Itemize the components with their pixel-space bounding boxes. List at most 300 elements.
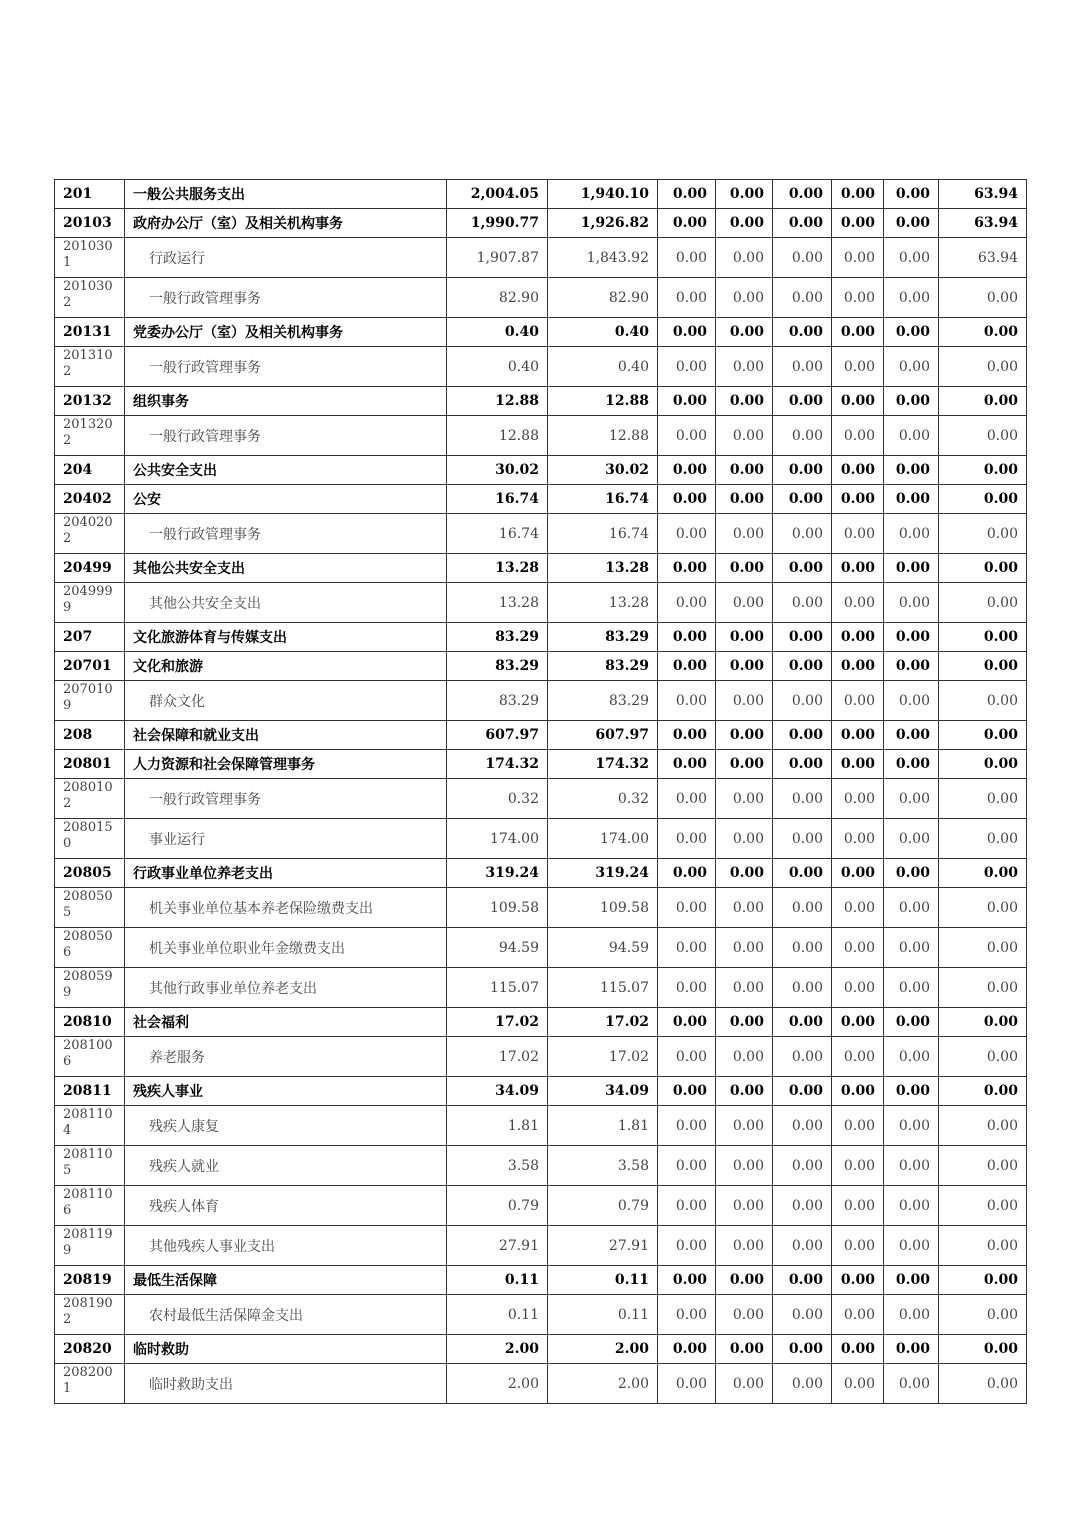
amount-cell: 0.00 bbox=[658, 750, 716, 779]
subject-code-cell: 2081902 bbox=[55, 1295, 125, 1335]
amount-cell: 0.00 bbox=[773, 387, 832, 416]
amount-cell: 0.00 bbox=[773, 721, 832, 750]
subject-code-cell: 20811 bbox=[55, 1077, 125, 1106]
subject-code-cell: 2010302 bbox=[55, 278, 125, 318]
subject-code-cell: 2080599 bbox=[55, 968, 125, 1008]
amount-cell: 0.00 bbox=[939, 1266, 1027, 1295]
amount-cell: 0.32 bbox=[548, 779, 658, 819]
amount-cell: 0.00 bbox=[716, 1295, 773, 1335]
amount-cell: 0.00 bbox=[832, 721, 884, 750]
table-row bbox=[55, 514, 1027, 554]
amount-cell: 0.00 bbox=[832, 1077, 884, 1106]
amount-cell: 0.00 bbox=[658, 387, 716, 416]
amount-cell: 94.59 bbox=[548, 928, 658, 968]
subject-code-cell: 2082001 bbox=[55, 1364, 125, 1404]
amount-cell: 0.00 bbox=[773, 1077, 832, 1106]
amount-cell: 94.59 bbox=[447, 928, 548, 968]
amount-cell: 0.00 bbox=[716, 859, 773, 888]
subject-code-cell: 207 bbox=[55, 623, 125, 652]
amount-cell: 0.00 bbox=[832, 456, 884, 485]
amount-cell: 82.90 bbox=[447, 278, 548, 318]
amount-cell: 12.88 bbox=[447, 416, 548, 456]
amount-cell: 0.00 bbox=[884, 1364, 939, 1404]
amount-cell: 63.94 bbox=[939, 238, 1027, 278]
amount-cell: 2.00 bbox=[548, 1364, 658, 1404]
table-row bbox=[55, 1266, 1027, 1295]
amount-cell: 0.40 bbox=[447, 318, 548, 347]
subject-name-cell: 最低生活保障 bbox=[125, 1266, 447, 1295]
amount-cell: 0.00 bbox=[884, 387, 939, 416]
amount-cell: 0.00 bbox=[716, 721, 773, 750]
amount-cell: 0.00 bbox=[658, 681, 716, 721]
subject-name-cell: 养老服务 bbox=[125, 1037, 447, 1077]
amount-cell: 17.02 bbox=[447, 1008, 548, 1037]
amount-cell: 0.00 bbox=[773, 1146, 832, 1186]
subject-name-cell: 事业运行 bbox=[125, 819, 447, 859]
subject-name-cell: 残疾人事业 bbox=[125, 1077, 447, 1106]
amount-cell: 0.00 bbox=[658, 1186, 716, 1226]
amount-cell: 0.00 bbox=[939, 1077, 1027, 1106]
amount-cell: 0.00 bbox=[658, 1295, 716, 1335]
subject-code-cell: 20499 bbox=[55, 554, 125, 583]
amount-cell: 0.00 bbox=[939, 1037, 1027, 1077]
subject-code-cell: 20402 bbox=[55, 485, 125, 514]
amount-cell: 0.00 bbox=[716, 209, 773, 238]
amount-cell: 0.00 bbox=[832, 1335, 884, 1364]
amount-cell: 0.00 bbox=[658, 1335, 716, 1364]
amount-cell: 0.00 bbox=[773, 1106, 832, 1146]
subject-name-cell: 一般行政管理事务 bbox=[125, 779, 447, 819]
amount-cell: 0.00 bbox=[658, 1226, 716, 1266]
amount-cell: 0.00 bbox=[773, 750, 832, 779]
subject-name-cell: 文化和旅游 bbox=[125, 652, 447, 681]
subject-name-cell: 组织事务 bbox=[125, 387, 447, 416]
amount-cell: 174.00 bbox=[548, 819, 658, 859]
table-row bbox=[55, 928, 1027, 968]
amount-cell: 0.00 bbox=[716, 623, 773, 652]
amount-cell: 0.00 bbox=[658, 968, 716, 1008]
table-row bbox=[55, 1146, 1027, 1186]
amount-cell: 0.00 bbox=[884, 968, 939, 1008]
amount-cell: 16.74 bbox=[548, 514, 658, 554]
subject-name-cell: 社会福利 bbox=[125, 1008, 447, 1037]
subject-name-cell: 残疾人康复 bbox=[125, 1106, 447, 1146]
table-row bbox=[55, 779, 1027, 819]
amount-cell: 607.97 bbox=[548, 721, 658, 750]
subject-code-cell: 20819 bbox=[55, 1266, 125, 1295]
amount-cell: 0.00 bbox=[716, 583, 773, 623]
amount-cell: 0.00 bbox=[716, 1037, 773, 1077]
amount-cell: 0.00 bbox=[884, 238, 939, 278]
amount-cell: 0.79 bbox=[447, 1186, 548, 1226]
amount-cell: 0.00 bbox=[773, 238, 832, 278]
amount-cell: 0.00 bbox=[716, 681, 773, 721]
amount-cell: 16.74 bbox=[548, 485, 658, 514]
amount-cell: 0.00 bbox=[773, 456, 832, 485]
amount-cell: 607.97 bbox=[447, 721, 548, 750]
subject-code-cell: 20103 bbox=[55, 209, 125, 238]
subject-code-cell: 20701 bbox=[55, 652, 125, 681]
amount-cell: 0.00 bbox=[832, 1226, 884, 1266]
amount-cell: 174.32 bbox=[447, 750, 548, 779]
amount-cell: 13.28 bbox=[548, 583, 658, 623]
amount-cell: 109.58 bbox=[548, 888, 658, 928]
amount-cell: 2.00 bbox=[548, 1335, 658, 1364]
amount-cell: 2.00 bbox=[447, 1335, 548, 1364]
amount-cell: 27.91 bbox=[447, 1226, 548, 1266]
amount-cell: 0.00 bbox=[773, 928, 832, 968]
amount-cell: 2,004.05 bbox=[447, 180, 548, 209]
amount-cell: 0.00 bbox=[832, 750, 884, 779]
amount-cell: 0.00 bbox=[773, 318, 832, 347]
table-body bbox=[55, 180, 1027, 1404]
subject-name-cell: 其他公共安全支出 bbox=[125, 583, 447, 623]
amount-cell: 0.00 bbox=[832, 1008, 884, 1037]
amount-cell: 0.00 bbox=[832, 968, 884, 1008]
subject-code-cell: 2081106 bbox=[55, 1186, 125, 1226]
subject-name-cell: 其他行政事业单位养老支出 bbox=[125, 968, 447, 1008]
table-row bbox=[55, 180, 1027, 209]
subject-name-cell: 一般行政管理事务 bbox=[125, 416, 447, 456]
amount-cell: 0.00 bbox=[716, 347, 773, 387]
amount-cell: 0.00 bbox=[832, 928, 884, 968]
subject-code-cell: 201 bbox=[55, 180, 125, 209]
subject-code-cell: 2080150 bbox=[55, 819, 125, 859]
amount-cell: 0.00 bbox=[939, 583, 1027, 623]
amount-cell: 0.00 bbox=[658, 721, 716, 750]
amount-cell: 0.00 bbox=[832, 238, 884, 278]
subject-name-cell: 一般行政管理事务 bbox=[125, 278, 447, 318]
amount-cell: 0.00 bbox=[939, 1335, 1027, 1364]
amount-cell: 63.94 bbox=[939, 180, 1027, 209]
amount-cell: 0.00 bbox=[939, 859, 1027, 888]
amount-cell: 30.02 bbox=[548, 456, 658, 485]
amount-cell: 0.00 bbox=[773, 819, 832, 859]
amount-cell: 0.00 bbox=[832, 779, 884, 819]
subject-code-cell: 20805 bbox=[55, 859, 125, 888]
amount-cell: 0.00 bbox=[716, 1077, 773, 1106]
amount-cell: 0.00 bbox=[773, 888, 832, 928]
amount-cell: 0.00 bbox=[773, 1335, 832, 1364]
amount-cell: 0.00 bbox=[832, 347, 884, 387]
amount-cell: 3.58 bbox=[447, 1146, 548, 1186]
amount-cell: 3.58 bbox=[548, 1146, 658, 1186]
amount-cell: 0.00 bbox=[716, 1008, 773, 1037]
amount-cell: 17.02 bbox=[548, 1037, 658, 1077]
amount-cell: 0.00 bbox=[832, 1146, 884, 1186]
table-row bbox=[55, 347, 1027, 387]
amount-cell: 0.00 bbox=[658, 652, 716, 681]
amount-cell: 1,843.92 bbox=[548, 238, 658, 278]
amount-cell: 0.00 bbox=[884, 681, 939, 721]
subject-name-cell: 一般行政管理事务 bbox=[125, 514, 447, 554]
amount-cell: 0.00 bbox=[658, 318, 716, 347]
amount-cell: 0.00 bbox=[773, 1226, 832, 1266]
amount-cell: 0.00 bbox=[884, 819, 939, 859]
amount-cell: 0.00 bbox=[716, 238, 773, 278]
amount-cell: 0.00 bbox=[716, 514, 773, 554]
table-row bbox=[55, 485, 1027, 514]
amount-cell: 17.02 bbox=[548, 1008, 658, 1037]
table-row bbox=[55, 1186, 1027, 1226]
amount-cell: 0.00 bbox=[658, 583, 716, 623]
amount-cell: 0.00 bbox=[716, 318, 773, 347]
amount-cell: 0.00 bbox=[884, 485, 939, 514]
amount-cell: 0.00 bbox=[716, 1266, 773, 1295]
amount-cell: 1,907.87 bbox=[447, 238, 548, 278]
amount-cell: 0.00 bbox=[773, 416, 832, 456]
amount-cell: 0.00 bbox=[773, 968, 832, 1008]
amount-cell: 0.00 bbox=[884, 623, 939, 652]
amount-cell: 0.00 bbox=[716, 278, 773, 318]
amount-cell: 0.00 bbox=[832, 387, 884, 416]
subject-name-cell: 一般行政管理事务 bbox=[125, 347, 447, 387]
amount-cell: 0.00 bbox=[939, 514, 1027, 554]
amount-cell: 34.09 bbox=[548, 1077, 658, 1106]
table-row bbox=[55, 1295, 1027, 1335]
table-row bbox=[55, 888, 1027, 928]
subject-name-cell: 政府办公厅（室）及相关机构事务 bbox=[125, 209, 447, 238]
amount-cell: 0.00 bbox=[884, 554, 939, 583]
amount-cell: 0.00 bbox=[884, 278, 939, 318]
amount-cell: 0.00 bbox=[939, 1146, 1027, 1186]
amount-cell: 34.09 bbox=[447, 1077, 548, 1106]
amount-cell: 0.00 bbox=[939, 1295, 1027, 1335]
subject-code-cell: 2080506 bbox=[55, 928, 125, 968]
amount-cell: 0.00 bbox=[939, 1008, 1027, 1037]
amount-cell: 0.00 bbox=[773, 1008, 832, 1037]
amount-cell: 0.00 bbox=[939, 318, 1027, 347]
subject-name-cell: 一般公共服务支出 bbox=[125, 180, 447, 209]
amount-cell: 0.00 bbox=[939, 1364, 1027, 1404]
subject-code-cell: 2081006 bbox=[55, 1037, 125, 1077]
amount-cell: 0.00 bbox=[832, 180, 884, 209]
amount-cell: 83.29 bbox=[548, 652, 658, 681]
amount-cell: 1,926.82 bbox=[548, 209, 658, 238]
subject-name-cell: 农村最低生活保障金支出 bbox=[125, 1295, 447, 1335]
amount-cell: 0.00 bbox=[658, 1008, 716, 1037]
amount-cell: 0.00 bbox=[658, 416, 716, 456]
amount-cell: 13.28 bbox=[447, 583, 548, 623]
subject-name-cell: 行政运行 bbox=[125, 238, 447, 278]
amount-cell: 0.00 bbox=[884, 1335, 939, 1364]
amount-cell: 13.28 bbox=[548, 554, 658, 583]
amount-cell: 0.00 bbox=[658, 1364, 716, 1404]
amount-cell: 0.00 bbox=[832, 514, 884, 554]
amount-cell: 0.00 bbox=[658, 347, 716, 387]
amount-cell: 0.00 bbox=[658, 1077, 716, 1106]
amount-cell: 0.00 bbox=[884, 1295, 939, 1335]
amount-cell: 0.40 bbox=[548, 318, 658, 347]
amount-cell: 0.00 bbox=[939, 681, 1027, 721]
amount-cell: 1.81 bbox=[447, 1106, 548, 1146]
subject-code-cell: 2013202 bbox=[55, 416, 125, 456]
amount-cell: 0.00 bbox=[939, 1106, 1027, 1146]
amount-cell: 0.00 bbox=[884, 928, 939, 968]
amount-cell: 0.00 bbox=[939, 554, 1027, 583]
subject-name-cell: 行政事业单位养老支出 bbox=[125, 859, 447, 888]
amount-cell: 0.00 bbox=[773, 278, 832, 318]
amount-cell: 0.00 bbox=[773, 652, 832, 681]
table-row bbox=[55, 1226, 1027, 1266]
subject-name-cell: 其他残疾人事业支出 bbox=[125, 1226, 447, 1266]
table-row bbox=[55, 1008, 1027, 1037]
amount-cell: 0.79 bbox=[548, 1186, 658, 1226]
table-row bbox=[55, 623, 1027, 652]
amount-cell: 0.00 bbox=[884, 1186, 939, 1226]
subject-code-cell: 2080505 bbox=[55, 888, 125, 928]
table-row bbox=[55, 278, 1027, 318]
subject-code-cell: 2010301 bbox=[55, 238, 125, 278]
amount-cell: 0.00 bbox=[939, 485, 1027, 514]
subject-code-cell: 2081199 bbox=[55, 1226, 125, 1266]
subject-name-cell: 公共安全支出 bbox=[125, 456, 447, 485]
amount-cell: 0.00 bbox=[884, 1146, 939, 1186]
subject-code-cell: 208 bbox=[55, 721, 125, 750]
subject-code-cell: 2081104 bbox=[55, 1106, 125, 1146]
amount-cell: 0.00 bbox=[884, 721, 939, 750]
amount-cell: 0.00 bbox=[658, 485, 716, 514]
subject-name-cell: 群众文化 bbox=[125, 681, 447, 721]
amount-cell: 0.00 bbox=[884, 859, 939, 888]
amount-cell: 0.00 bbox=[832, 1106, 884, 1146]
subject-name-cell: 临时救助支出 bbox=[125, 1364, 447, 1404]
amount-cell: 0.00 bbox=[773, 859, 832, 888]
amount-cell: 319.24 bbox=[548, 859, 658, 888]
subject-name-cell: 机关事业单位职业年金缴费支出 bbox=[125, 928, 447, 968]
subject-name-cell: 机关事业单位基本养老保险缴费支出 bbox=[125, 888, 447, 928]
amount-cell: 0.00 bbox=[939, 968, 1027, 1008]
amount-cell: 0.00 bbox=[716, 779, 773, 819]
amount-cell: 319.24 bbox=[447, 859, 548, 888]
subject-name-cell: 党委办公厅（室）及相关机构事务 bbox=[125, 318, 447, 347]
amount-cell: 0.00 bbox=[716, 888, 773, 928]
subject-name-cell: 公安 bbox=[125, 485, 447, 514]
table-row bbox=[55, 554, 1027, 583]
amount-cell: 0.00 bbox=[773, 779, 832, 819]
amount-cell: 0.00 bbox=[832, 318, 884, 347]
amount-cell: 0.00 bbox=[658, 623, 716, 652]
amount-cell: 0.00 bbox=[773, 681, 832, 721]
amount-cell: 0.11 bbox=[548, 1295, 658, 1335]
subject-code-cell: 2013102 bbox=[55, 347, 125, 387]
subject-name-cell: 其他公共安全支出 bbox=[125, 554, 447, 583]
table-row bbox=[55, 583, 1027, 623]
amount-cell: 0.00 bbox=[658, 1266, 716, 1295]
amount-cell: 0.00 bbox=[658, 928, 716, 968]
subject-code-cell: 20820 bbox=[55, 1335, 125, 1364]
amount-cell: 0.00 bbox=[658, 1146, 716, 1186]
subject-code-cell: 20132 bbox=[55, 387, 125, 416]
amount-cell: 0.00 bbox=[884, 209, 939, 238]
table-row bbox=[55, 456, 1027, 485]
amount-cell: 0.00 bbox=[939, 1226, 1027, 1266]
amount-cell: 0.00 bbox=[884, 180, 939, 209]
amount-cell: 0.00 bbox=[716, 652, 773, 681]
subject-name-cell: 临时救助 bbox=[125, 1335, 447, 1364]
amount-cell: 0.00 bbox=[716, 485, 773, 514]
amount-cell: 0.00 bbox=[773, 554, 832, 583]
amount-cell: 83.29 bbox=[447, 623, 548, 652]
amount-cell: 174.32 bbox=[548, 750, 658, 779]
amount-cell: 0.00 bbox=[716, 1106, 773, 1146]
table-row bbox=[55, 318, 1027, 347]
subject-code-cell: 20801 bbox=[55, 750, 125, 779]
amount-cell: 0.00 bbox=[939, 819, 1027, 859]
amount-cell: 0.00 bbox=[939, 347, 1027, 387]
amount-cell: 0.00 bbox=[832, 485, 884, 514]
table-row bbox=[55, 681, 1027, 721]
amount-cell: 0.00 bbox=[832, 1186, 884, 1226]
amount-cell: 0.00 bbox=[939, 750, 1027, 779]
amount-cell: 0.00 bbox=[658, 514, 716, 554]
amount-cell: 0.00 bbox=[773, 1266, 832, 1295]
table-row bbox=[55, 416, 1027, 456]
amount-cell: 0.00 bbox=[716, 416, 773, 456]
amount-cell: 63.94 bbox=[939, 209, 1027, 238]
amount-cell: 0.00 bbox=[773, 347, 832, 387]
subject-code-cell: 2070109 bbox=[55, 681, 125, 721]
amount-cell: 0.00 bbox=[658, 554, 716, 583]
amount-cell: 12.88 bbox=[548, 416, 658, 456]
amount-cell: 0.00 bbox=[773, 1295, 832, 1335]
amount-cell: 0.00 bbox=[884, 347, 939, 387]
amount-cell: 0.00 bbox=[939, 623, 1027, 652]
amount-cell: 0.00 bbox=[773, 583, 832, 623]
amount-cell: 0.00 bbox=[884, 318, 939, 347]
amount-cell: 83.29 bbox=[447, 681, 548, 721]
amount-cell: 1.81 bbox=[548, 1106, 658, 1146]
amount-cell: 0.00 bbox=[832, 1364, 884, 1404]
amount-cell: 82.90 bbox=[548, 278, 658, 318]
amount-cell: 0.00 bbox=[939, 888, 1027, 928]
amount-cell: 0.00 bbox=[716, 750, 773, 779]
amount-cell: 0.00 bbox=[832, 1295, 884, 1335]
amount-cell: 0.00 bbox=[884, 1037, 939, 1077]
amount-cell: 115.07 bbox=[447, 968, 548, 1008]
amount-cell: 0.00 bbox=[716, 1335, 773, 1364]
amount-cell: 0.00 bbox=[884, 583, 939, 623]
amount-cell: 115.07 bbox=[548, 968, 658, 1008]
subject-name-cell: 人力资源和社会保障管理事务 bbox=[125, 750, 447, 779]
amount-cell: 0.00 bbox=[773, 485, 832, 514]
amount-cell: 0.00 bbox=[716, 1186, 773, 1226]
expenditure-table bbox=[54, 179, 1027, 1404]
amount-cell: 1,940.10 bbox=[548, 180, 658, 209]
amount-cell: 0.00 bbox=[832, 209, 884, 238]
amount-cell: 0.00 bbox=[716, 968, 773, 1008]
amount-cell: 0.00 bbox=[716, 180, 773, 209]
amount-cell: 0.00 bbox=[773, 180, 832, 209]
amount-cell: 83.29 bbox=[548, 623, 658, 652]
subject-name-cell: 残疾人就业 bbox=[125, 1146, 447, 1186]
subject-code-cell: 2049999 bbox=[55, 583, 125, 623]
amount-cell: 0.40 bbox=[447, 347, 548, 387]
amount-cell: 0.00 bbox=[884, 1266, 939, 1295]
amount-cell: 109.58 bbox=[447, 888, 548, 928]
amount-cell: 0.00 bbox=[884, 514, 939, 554]
amount-cell: 0.11 bbox=[447, 1295, 548, 1335]
amount-cell: 0.00 bbox=[939, 416, 1027, 456]
amount-cell: 0.00 bbox=[939, 278, 1027, 318]
amount-cell: 0.00 bbox=[658, 180, 716, 209]
amount-cell: 0.00 bbox=[716, 819, 773, 859]
amount-cell: 0.00 bbox=[658, 888, 716, 928]
amount-cell: 0.00 bbox=[939, 721, 1027, 750]
amount-cell: 17.02 bbox=[447, 1037, 548, 1077]
amount-cell: 0.00 bbox=[939, 1186, 1027, 1226]
amount-cell: 0.00 bbox=[658, 278, 716, 318]
